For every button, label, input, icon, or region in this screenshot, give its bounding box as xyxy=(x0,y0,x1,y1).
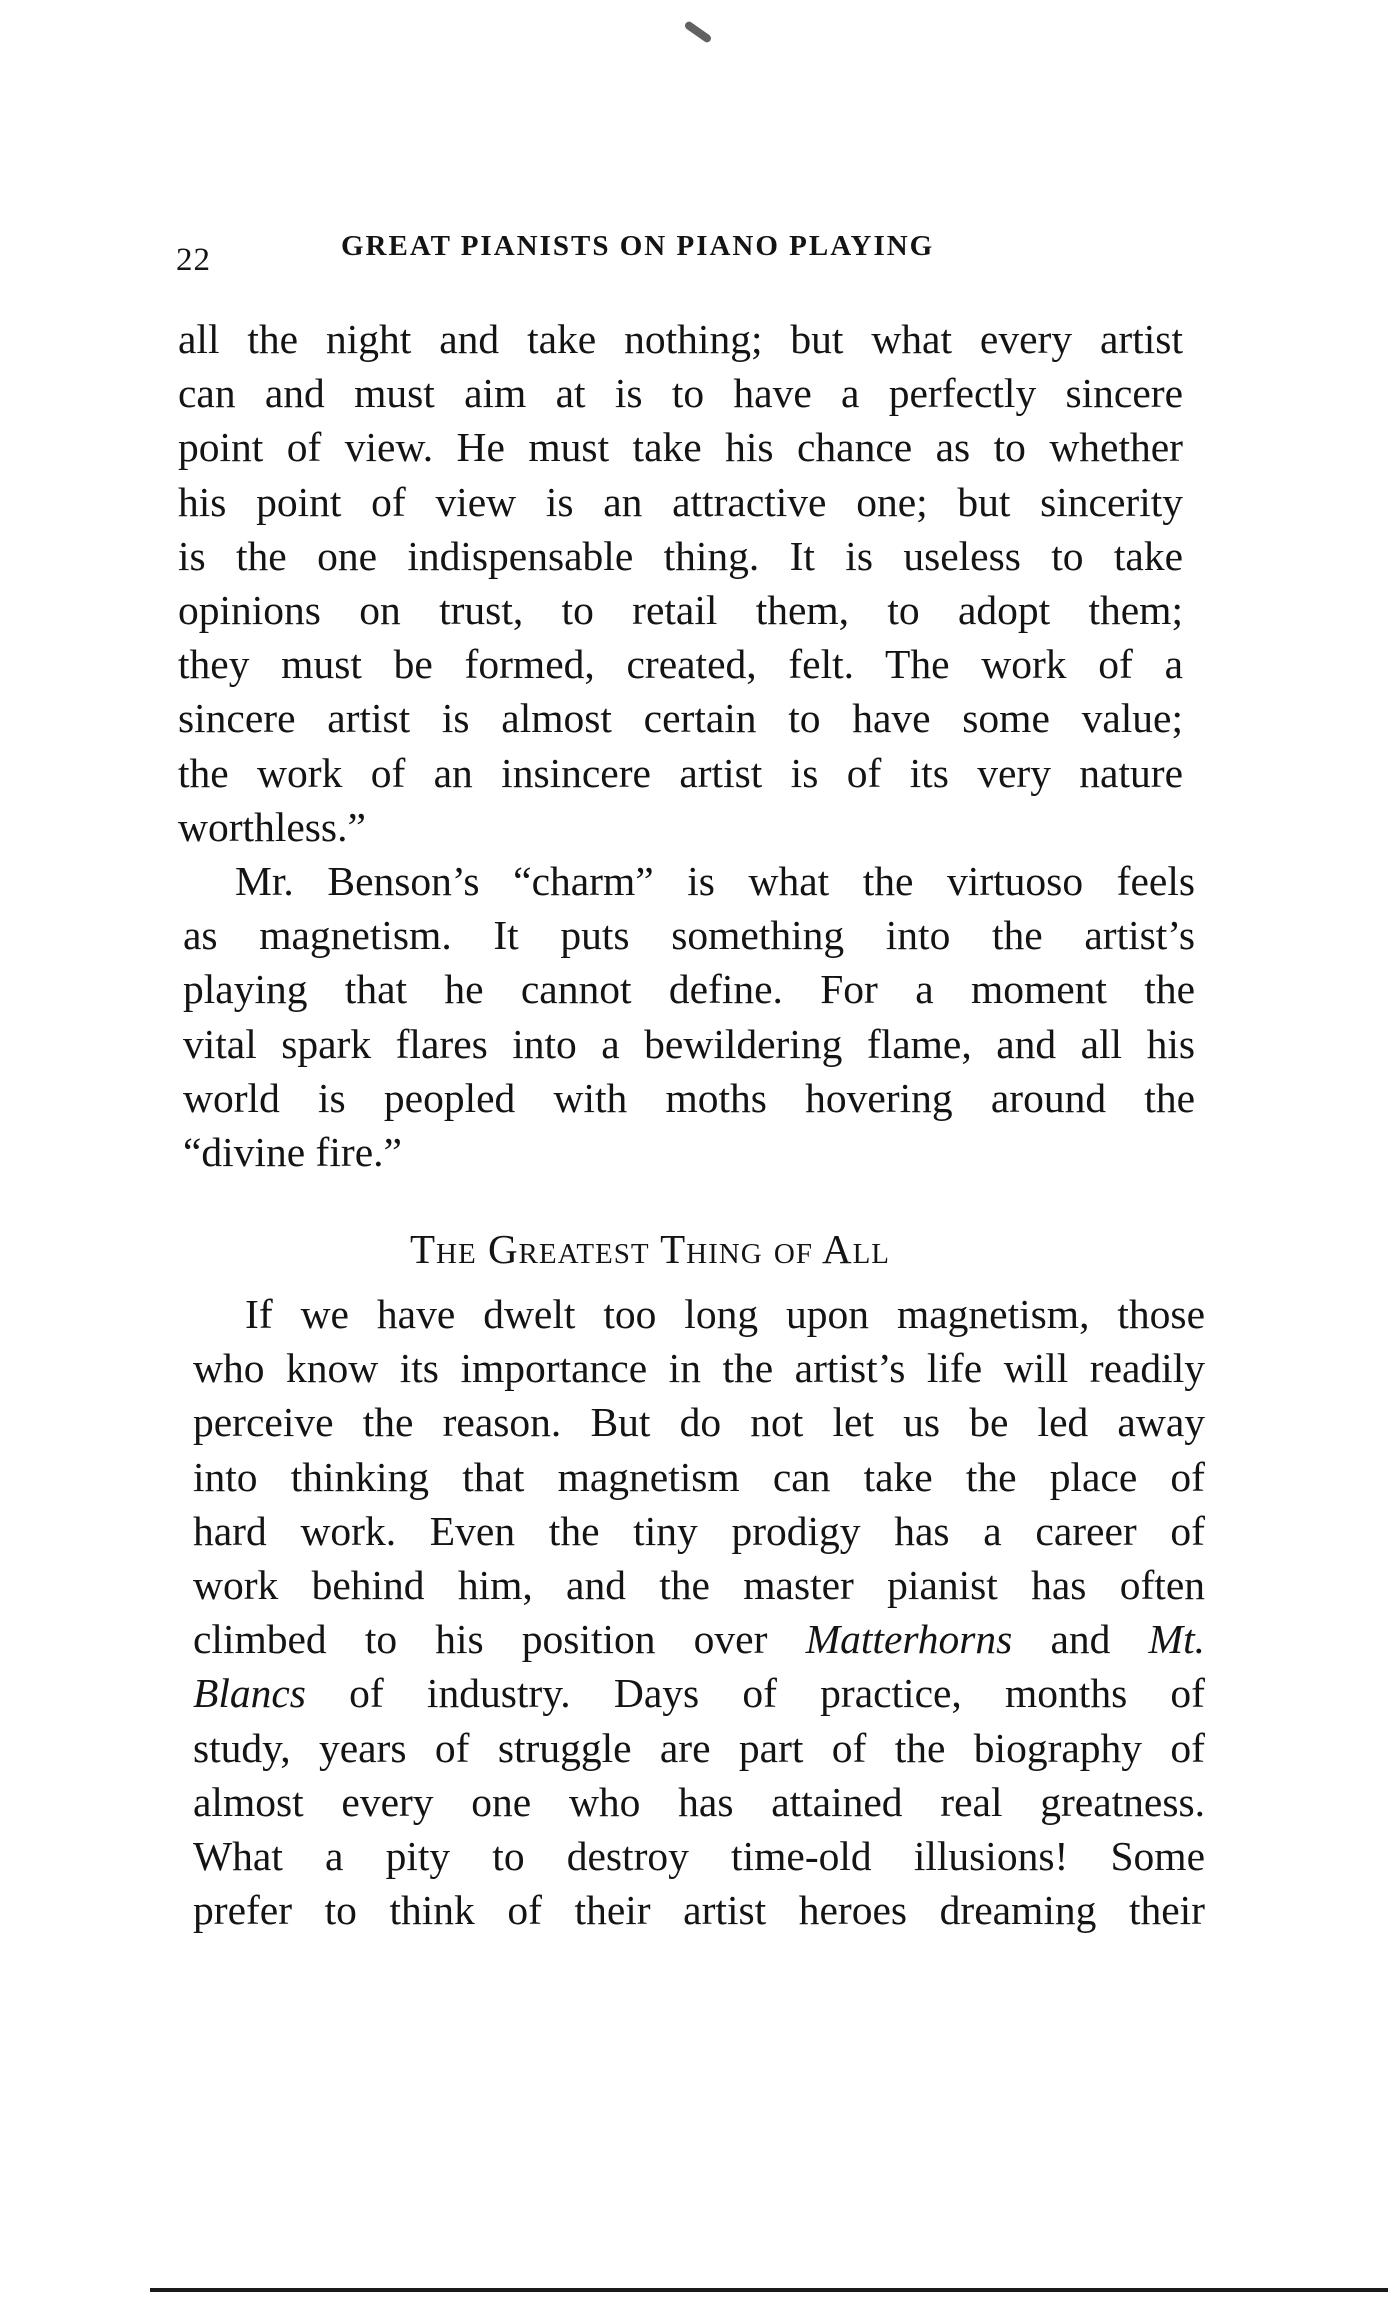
text-line-mixed xyxy=(193,1666,1205,1720)
text-line: work behind him, and the master pianist has often xyxy=(193,1561,1205,1608)
text-line: What a pity to destroy time-old illusions! Some xyxy=(193,1832,1205,1879)
page-header xyxy=(176,230,1076,278)
text-line: into thinking that magnetism can take the place of xyxy=(193,1453,1205,1500)
page-number: 22 xyxy=(176,242,211,278)
text-line: “divine fire.” xyxy=(183,1128,402,1175)
section-heading: The Greatest Thing of All xyxy=(410,1226,891,1272)
text-line: prefer to think of their artist heroes dreaming their xyxy=(193,1887,1205,1934)
text-run: climbed to his position over xyxy=(193,1616,806,1663)
italic-text: Mt. xyxy=(1148,1616,1206,1663)
text-run: of industry. Days of practice, months of xyxy=(305,1670,1205,1717)
text-line: vital spark flares into a bewildering flame, and all his xyxy=(183,1020,1195,1067)
text-line: hard work. Even the tiny prodigy has a career of xyxy=(193,1507,1205,1554)
text-run: and xyxy=(1012,1616,1149,1663)
text-line: is the one indispensable thing. It is useless to take xyxy=(178,532,1183,579)
paragraph-2 xyxy=(183,854,1195,1179)
text-line: sincere artist is almost certain to have some value; xyxy=(178,695,1183,742)
text-line: If we have dwelt too long upon magnetism, those xyxy=(245,1291,1205,1337)
text-line: study, years of struggle are part of the biography of xyxy=(193,1724,1205,1771)
text-line: can and must aim at is to have a perfectly sincere xyxy=(178,370,1183,417)
text-line: perceive the reason. But do not let us be led away xyxy=(193,1399,1205,1446)
text-line: who know its importance in the artist’s life will readily xyxy=(193,1345,1205,1392)
text-line-mixed xyxy=(193,1612,1205,1666)
paragraph-3 xyxy=(193,1287,1205,1937)
text-line: the work of an insincere artist is of its very nature xyxy=(178,749,1183,796)
text-line: Mr. Benson’s “charm” is what the virtuoso feels xyxy=(235,858,1195,904)
text-line: as magnetism. It puts something into the artist’s xyxy=(183,912,1195,959)
text-line: all the night and take nothing; but what every artist xyxy=(178,316,1183,362)
text-line: opinions on trust, to retail them, to adopt them; xyxy=(178,586,1183,633)
text-line: playing that he cannot define. For a moment the xyxy=(183,966,1195,1013)
page-edge-line xyxy=(150,2288,1388,2292)
paragraph-1 xyxy=(178,312,1183,854)
text-line: his point of view is an attractive one; but sincerity xyxy=(178,478,1183,525)
text-line: almost every one who has attained real greatness. xyxy=(193,1778,1205,1825)
text-line: they must be formed, created, felt. The work of a xyxy=(178,641,1183,688)
text-line: point of view. He must take his chance as to whether xyxy=(178,424,1183,471)
text-line: world is peopled with moths hovering around the xyxy=(183,1074,1195,1121)
italic-text: Matterhorns xyxy=(805,1616,1013,1663)
ink-smudge xyxy=(683,20,712,44)
italic-text: Blancs xyxy=(193,1670,306,1717)
running-head: GREAT PIANISTS ON PIANO PLAYING xyxy=(341,230,935,262)
text-line: worthless.” xyxy=(178,803,366,850)
